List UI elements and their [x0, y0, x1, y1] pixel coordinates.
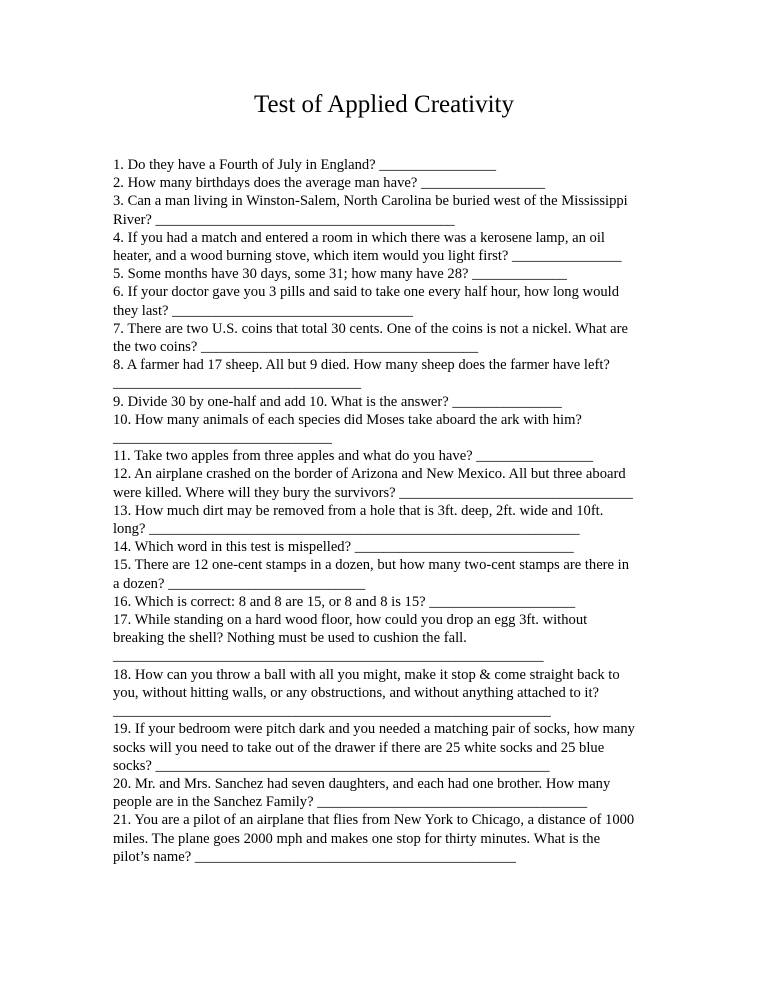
- text-line: 5. Some months have 30 days, some 31; how many have 28? _____________: [113, 266, 567, 283]
- text-line: 19. If your bedroom were pitch dark and you needed a matching pair of socks, how many: [113, 721, 635, 738]
- text-line: miles. The plane goes 2000 mph and makes one stop for thirty minutes. What is the: [113, 830, 601, 847]
- text-line: pilot’s name? ____________________________________________: [113, 848, 516, 865]
- text-line: heater, and a wood burning stove, which item would you light first? _______________: [113, 248, 622, 265]
- text-line: 9. Divide 30 by one-half and add 10. What is the answer? _______________: [113, 393, 562, 410]
- text-line: 12. An airplane crashed on the border of Arizona and New Mexico. All but three aboard: [113, 466, 626, 483]
- text-line: 13. How much dirt may be removed from a hole that is 3ft. deep, 2ft. wide and 10ft.: [113, 502, 604, 519]
- text-line: people are in the Sanchez Family? _____________________________________: [113, 794, 588, 811]
- text-line: ___________________________________________________________: [113, 648, 544, 665]
- text-line: 7. There are two U.S. coins that total 30 cents. One of the coins is not a nickel. What are: [113, 320, 628, 337]
- text-line: 6. If your doctor gave you 3 pills and said to take one every half hour, how long would: [113, 284, 620, 301]
- text-line: 1. Do they have a Fourth of July in England? ________________: [113, 157, 497, 173]
- question-list: [113, 156, 663, 866]
- text-line: 15. There are 12 one-cent stamps in a dozen, but how many two-cent stamps are there in: [113, 557, 630, 574]
- text-line: 3. Can a man living in Winston-Salem, North Carolina be buried west of the Mississippi: [113, 193, 628, 210]
- text-line: they last? _________________________________: [113, 302, 413, 319]
- text-line: River? _________________________________________: [113, 211, 455, 228]
- text-line: __________________________________: [113, 375, 362, 392]
- text-line: 17. While standing on a hard wood floor, how could you drop an egg 3ft. without: [113, 612, 588, 629]
- text-line: 8. A farmer had 17 sheep. All but 9 died. How many sheep does the farmer have left?: [113, 357, 610, 374]
- text-line: 4. If you had a match and entered a room in which there was a kerosene lamp, an oil: [113, 229, 605, 246]
- text-line: 11. Take two apples from three apples and what do you have? ________________: [113, 448, 594, 465]
- page-title: Test of Applied Creativity: [253, 91, 514, 118]
- text-line: breaking the shell? Nothing must be used to cushion the fall.: [113, 630, 467, 647]
- text-line: 16. Which is correct: 8 and 8 are 15, or 8 and 8 is 15? ____________________: [113, 593, 576, 610]
- text-line: 2. How many birthdays does the average man have? _________________: [113, 175, 546, 192]
- text-line: socks will you need to take out of the drawer if there are 25 white socks and 25 blue: [113, 739, 605, 756]
- text-line: 21. You are a pilot of an airplane that flies from New York to Chicago, a distance of 1000: [113, 812, 635, 829]
- text-line: 20. Mr. and Mrs. Sanchez had seven daughters, and each had one brother. How many: [113, 775, 611, 792]
- text-line: ______________________________: [113, 430, 332, 447]
- text-line: a dozen? ___________________________: [113, 575, 366, 592]
- text-line: were killed. Where will they bury the survivors? ________________________________: [113, 484, 633, 501]
- text-line: 10. How many animals of each species did Moses take aboard the ark with him?: [113, 411, 582, 428]
- text-line: ____________________________________________________________: [113, 703, 551, 720]
- text-line: long? ___________________________________________________________: [113, 521, 580, 538]
- text-line: you, without hitting walls, or any obstructions, and without anything attached to it?: [113, 684, 599, 701]
- text-line: 18. How can you throw a ball with all you might, make it stop & come straight back to: [113, 666, 620, 683]
- text-line: the two coins? ______________________________________: [113, 339, 479, 356]
- text-line: 14. Which word in this test is mispelled? ______________________________: [113, 539, 574, 556]
- text-line: socks? ______________________________________________________: [113, 757, 550, 774]
